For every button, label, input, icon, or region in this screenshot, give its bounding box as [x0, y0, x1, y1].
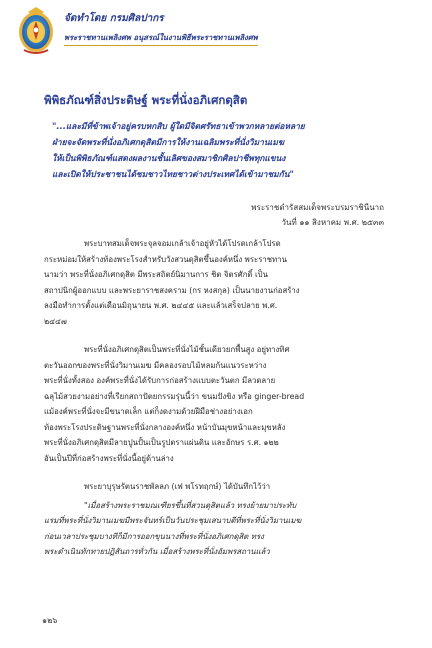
text-line: อันเป็นปีที่ก่อสร้างพระที่นั่งนี้อยู่ด้านล่าง [44, 453, 174, 463]
document-header [64, 12, 404, 46]
quote-line: และเปิดให้ประชาชนได้ชมชาวไทยชาวต่างประเทศได้เข้ามาชมกัน" [52, 169, 294, 179]
quote-line: "...และมีที่ข้าพเจ้าอยู่ครบหกสิบ ผู้ใดมีจิตศรัทธาเข้าพวกหลายต่อหลาย [52, 121, 305, 131]
text-line: พระยาบุรุษรัตนราชพัลลภ (เฟ พโรทฤกษ์) ได้บันทึกไว้ว่า [84, 482, 271, 491]
body-text [44, 236, 388, 573]
paragraph-3 [44, 479, 388, 495]
header-line-2: พระราชทานเพลิงศพ อนุสรณ์ในงานพิธีพระราชทานเพลิงศพ [64, 32, 258, 46]
quote-attribution [251, 200, 384, 230]
quote-line: ฝ่ายจะจัดพระที่นั่งอภิเศกดุสิตมีการให้งานเฉลิมพระที่นั่งวิมานเมฆ [52, 137, 285, 147]
text-line: ท้องพระโรงประดิษฐานพระที่นั่งกลางองค์หนึ่ง หน้าบันมุขหน้าและมุขหลัง [44, 422, 286, 432]
quote-line: ให้เป็นพิพิธภัณฑ์แสดงผลงานชั้นเลิศของสมาชิกศิลปาชีพทุกแขนง [52, 153, 286, 163]
text-line: พระที่นั่งอภิเศกดุสิตเป็นพระที่นั่งไม้ชั้นเดียวยกพื้นสูง อยู่ทางทิศ [84, 345, 290, 354]
text-line: สถาปนิกผู้ออกแบบ และพระยาราชสงคราม (กร หงสกุล) เป็นนายงานก่อสร้าง [44, 285, 300, 295]
text-line: "เมื่อสร้างพระราชมณเฑียรขึ้นที่สวนดุสิตแล้ว ทรงย้ายมาประทับ [84, 500, 297, 510]
department-seal-emblem [16, 6, 56, 56]
paragraph-4-quoted [44, 498, 388, 560]
text-line: พระบาทสมเด็จพระจุลจอมเกล้าเจ้าอยู่หัวได้โปรดเกล้าโปรด [84, 239, 281, 248]
text-line: พระดำเนินทักทายปฏิสันถารทั่วกัน เมื่อสร้างพระที่นั่งอัมพรสถานแล้ว [44, 547, 270, 556]
royal-quote [52, 118, 390, 182]
text-line: พระที่นั่งอภิเศกดุสิตมีลายปูนปั้นเป็นรูปตราแผ่นดิน และอักษร ร.ศ. ๑๒๒ [44, 438, 279, 447]
attribution-date: วันที่ ๑๑ สิงหาคม พ.ศ. ๒๕๓๓ [281, 218, 384, 227]
paragraph-1 [44, 236, 388, 329]
text-line: พระที่นั่งทั้งสอง องค์พระที่นั่งได้รับการก่อสร้างแบบตะวันตก มีลวดลาย [44, 376, 276, 385]
attribution-source: พระราชดำรัสสมเด็จพระบรมราชินีนาถ [251, 203, 384, 212]
text-line: แม้องค์พระที่นั่งจะมีขนาดเล็ก แต่ก็งดงามด้วยฝีมือช่างอย่างเอก [44, 407, 253, 416]
page-number: ๑๒๖ [42, 616, 58, 625]
text-line: ฉลุไม้สวยงามอย่างที่เรียกสถาปัตยกรรมรุ่นนี้ว่า ขนมปังขิง หรือ ginger-bread [44, 391, 305, 401]
text-line: ลงมือทำการตั้งแต่เดือนมิถุนายน พ.ศ. ๒๔๔๕ และแล้วเสร็จปลาย พ.ศ. [44, 301, 278, 310]
text-line: กระหม่อมให้สร้างท้องพระโรงสำหรับวังสวนดุสิตขึ้นองค์หนึ่ง พระราชทาน [44, 254, 287, 264]
text-line: ก่อนเวลาประชุมบางทีก็มีการออกขุนนางที่พระที่นั่งอภิเศกดุสิต ทรง [44, 531, 264, 541]
page-title: พิพิธภัณฑ์สิ่งประดิษฐ์ พระที่นั่งอภิเศกดุสิต [44, 93, 248, 107]
text-line: ตะวันออกของพระที่นั่งวิมานเมฆ มีคลองรอบไม้หลมก้นแนวระหว่าง [44, 360, 267, 370]
paragraph-2 [44, 342, 388, 466]
text-line: ๒๔๔๗ [44, 316, 67, 326]
text-line: แรมที่พระที่นั่งวิมานเมฆมีพระจันทร์เป็นวันประชุมเสนาบดีที่พระที่นั่งวิมานเมฆ [44, 516, 302, 525]
header-line-1: จัดทำโดย กรมศิลปากร [64, 13, 164, 24]
text-line: นามว่า พระที่นั่งอภิเศกดุสิต มีพระสถิตย์นิมานการ ชิต จิตรศักดิ์ เป็น [44, 270, 268, 279]
